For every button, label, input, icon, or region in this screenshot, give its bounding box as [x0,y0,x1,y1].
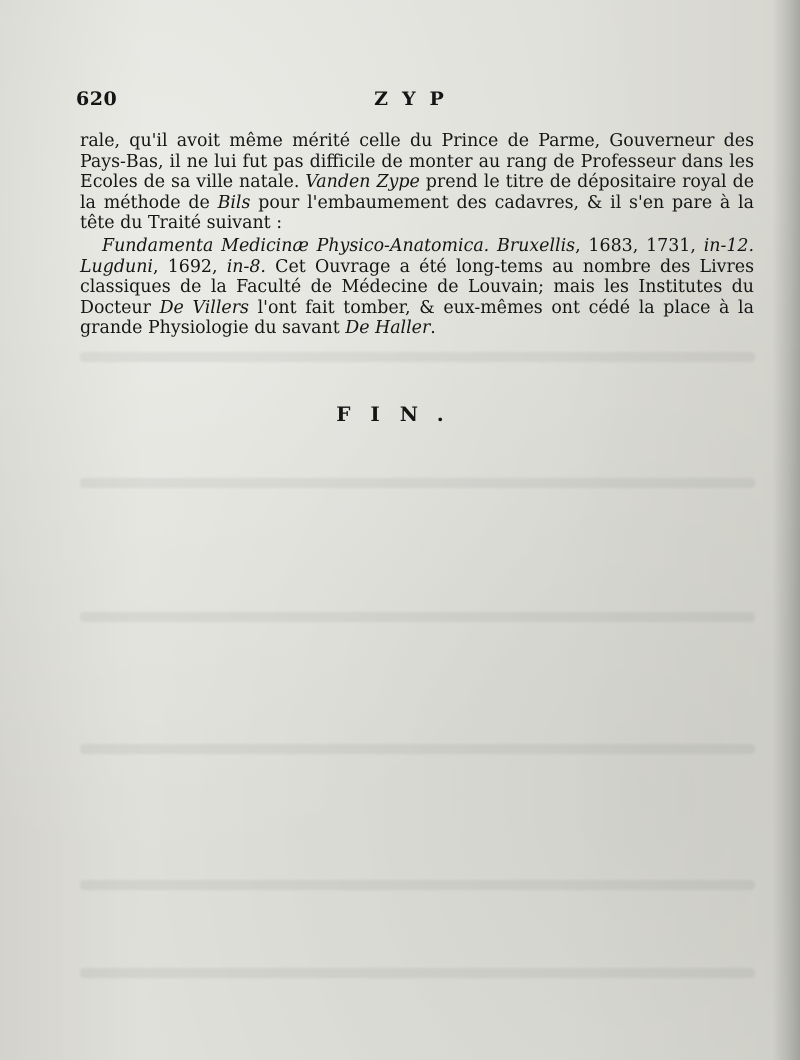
show-through [80,968,755,978]
page-header [76,88,756,116]
book-format: in-8. [226,256,266,277]
show-through [80,880,755,890]
text-span: rale, qu'il avoit même mérité celle du Prince de Parme, Gouverneur des Pays-Bas, il ne lui fut pas difficile de monter au rang de Professeur dans les Ecoles de sa ville natale. [80,131,754,193]
show-through [80,612,755,622]
page-number: 620 [76,88,118,110]
text-span: l'ont fait tomber, & eux-mêmes ont cédé la place à la grande Physiologie du savant [80,297,754,339]
body-text [80,131,754,339]
show-through [80,352,755,362]
bibliography-entry [80,236,754,339]
running-head: ZYP [374,88,458,110]
author-name: Bils [217,192,251,213]
author-name: De Villers [159,297,249,318]
text-span: , 1692, [152,256,227,277]
author-name: Vanden Zype [305,172,420,193]
author-name: De Haller [345,318,431,339]
text-span: , 1683, 1731, [575,235,704,256]
show-through [80,478,755,488]
book-format: in-12. Lugduni [80,235,754,277]
paragraph [80,131,754,234]
fin-mark: FIN. [336,402,464,426]
show-through [80,744,755,754]
text-span: pour l'embaumement des cadavres, & il s'en pare à la tête du Traité suivant : [80,192,754,234]
text-span: . [430,318,436,339]
spine-shadow [772,0,800,1060]
text-span: Cet Ouvrage a été long-tems au nombre des Livres classiques de la Faculté de Médecine de Louvain; mais les Institutes du Docteur [80,256,755,318]
text-span: prend le titre de dépositaire royal de la méthode de [80,172,755,213]
book-title: Fundamenta Medicinæ Physico-Anatomica. Bruxellis [102,235,576,256]
